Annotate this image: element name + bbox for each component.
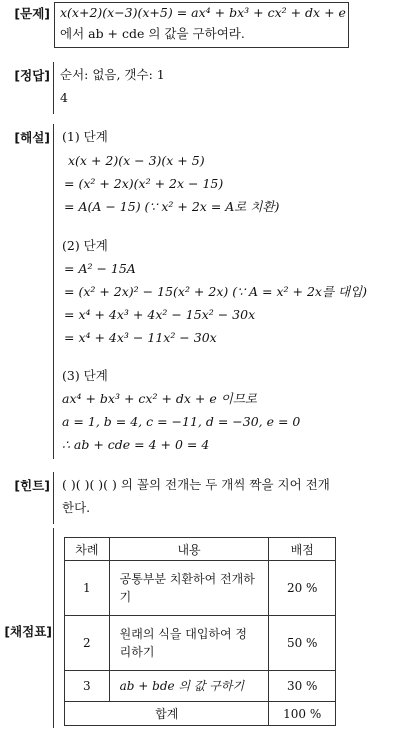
step2-line: = x⁴ + 4x³ + 4x² − 15x² − 30x: [64, 307, 256, 322]
problem-label: [문제]: [14, 6, 50, 21]
problem-equation: x(x+2)(x−3)(x+5) = ax⁴ + bx³ + cx² + dx + e: [60, 5, 346, 20]
step1-line: = A(A − 15) (∵ x² + 2x = A로 치환): [64, 199, 280, 214]
step3-line: ax⁴ + bx³ + cx² + dx + e 이므로: [62, 391, 257, 406]
step1-line: = (x² + 2x)(x² + 2x − 15): [64, 176, 224, 191]
row-score: 30 %: [269, 671, 336, 702]
hint-rule: [53, 472, 54, 524]
rubric-total-row: [65, 702, 336, 726]
solution-rule: [53, 124, 54, 459]
total-label: 합계: [65, 702, 269, 726]
hint-line: ( )( )( )( ) 의 꼴의 전개는 두 개씩 짝을 지어 전개: [62, 477, 330, 492]
row-no: 2: [65, 616, 110, 671]
solution-label: [해설]: [14, 130, 50, 145]
header-content: 내용: [109, 538, 269, 561]
step1-title: (1) 단계: [62, 129, 108, 144]
step2-line: = A² − 15A: [64, 261, 136, 276]
row-score: 20 %: [269, 561, 336, 616]
header-score: 배점: [269, 538, 336, 561]
answer-rule: [53, 62, 54, 114]
step1-line: x(x + 2)(x − 3)(x + 5): [68, 153, 205, 168]
answer-value: 4: [60, 90, 68, 105]
hint-label: [힌트]: [14, 478, 50, 493]
problem-question: 에서 ab + cde 의 값을 구하여라.: [60, 26, 245, 41]
row-content: 공통부분 치환하여 전개하기: [109, 561, 269, 616]
step2-line: = x⁴ + 4x³ − 11x² − 30x: [64, 330, 217, 345]
row-no: 3: [65, 671, 110, 702]
row-content: ab + bde 의 값 구하기: [109, 671, 269, 702]
rubric-row: [65, 671, 336, 702]
step3-line: ∴ ab + cde = 4 + 0 = 4: [62, 437, 210, 452]
rubric-label: [채점표]: [4, 624, 52, 639]
header-order: 차례: [65, 538, 110, 561]
total-score: 100 %: [269, 702, 336, 726]
rubric-row: [65, 561, 336, 616]
rubric-table: [64, 537, 336, 726]
hint-line: 한다.: [62, 500, 91, 515]
rubric-header-row: [65, 538, 336, 561]
rubric-row: [65, 616, 336, 671]
row-content: 원래의 식을 대입하여 정리하기: [109, 616, 269, 671]
step3-line: a = 1, b = 4, c = −11, d = −30, e = 0: [62, 414, 301, 429]
step2-title: (2) 단계: [62, 238, 108, 253]
row-no: 1: [65, 561, 110, 616]
row-score: 50 %: [269, 616, 336, 671]
rubric-rule: [53, 528, 54, 728]
answer-label: [정답]: [14, 68, 50, 83]
step2-line: = (x² + 2x)² − 15(x² + 2x) (∵ A = x² + 2x를 대입): [64, 284, 368, 299]
answer-meta: 순서: 없음, 갯수: 1: [60, 67, 165, 82]
step3-title: (3) 단계: [62, 368, 108, 383]
